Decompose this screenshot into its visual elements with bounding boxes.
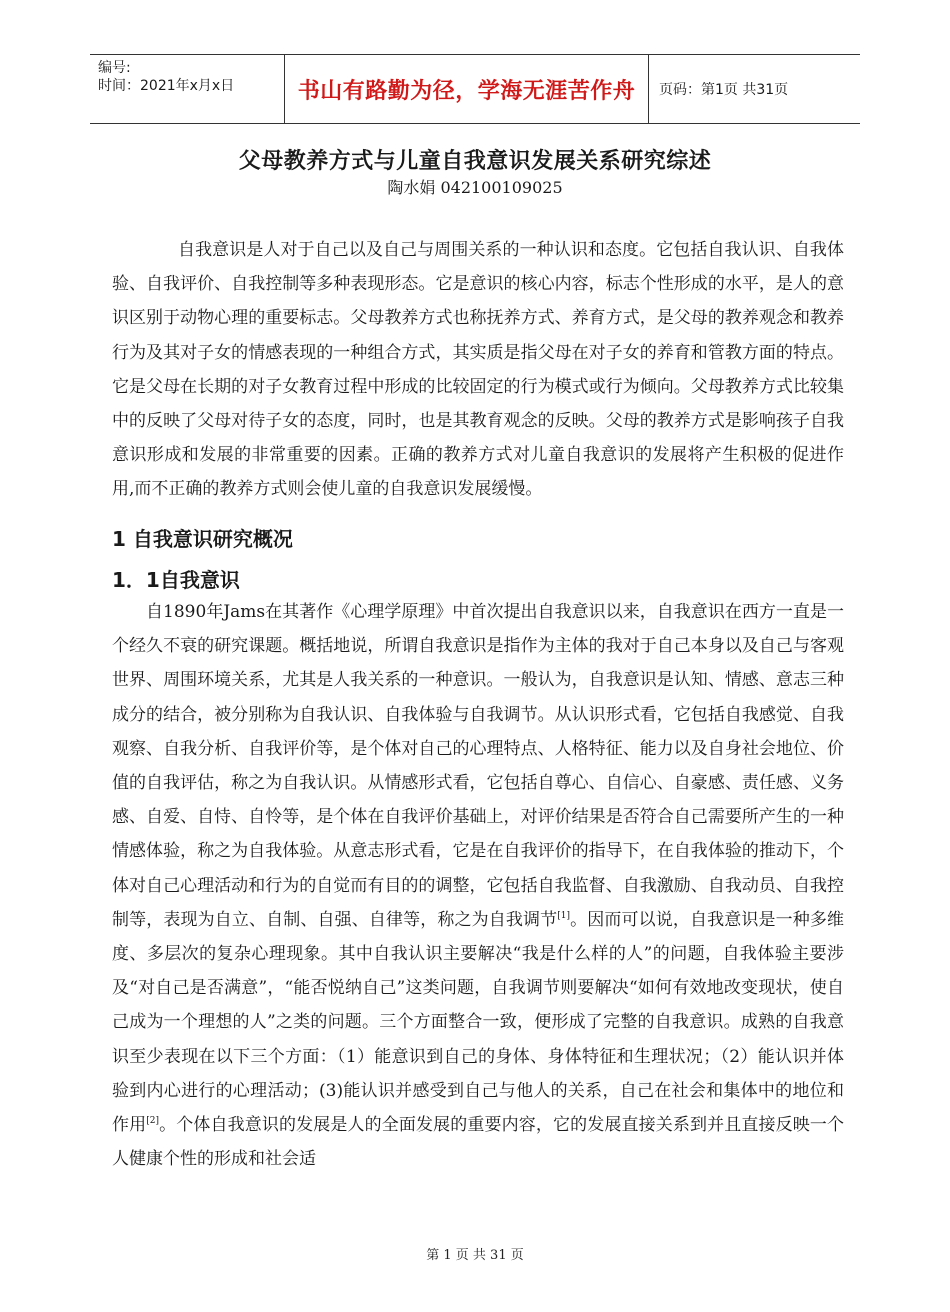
section-heading: 1 自我意识研究概况	[112, 527, 293, 551]
header-page-info: 页码：第1页 共31页	[659, 82, 789, 98]
citation-ref-1[interactable]: [1]	[557, 910, 570, 921]
intro-paragraph: 自我意识是人对于自己以及自己与周围关系的一种认识和态度。它包括自我认识、自我体验、自我评价、自我控制等多种表现形态。它是意识的核心内容，标志个性形成的水平，是人的意识区别于动物心理的重要标志。父母教养方式也称抚养方式、养育方式，是父母的教养观念和教养行为及其对子女的情感表现的一种组合方式，其实质是指父母在对子女的养育和管教方面的特点。它是父母在长期的对子女教育过程中形成的比较固定的行为模式或行为倾向。父母教养方式比较集中的反映了父母对待子女的态度，同时，也是其教育观念的反映。父母的教养方式是影响孩子自我意识形成和发展的非常重要的因素。正确的教养方式对儿童自我意识的发展将产生积极的促进作用,而不正确的教养方式则会使儿童的自我意识发展缓慢。	[112, 240, 844, 500]
citation-ref-2[interactable]: [2]	[146, 1116, 159, 1127]
author-line: 陶水娟 042100109025	[387, 178, 563, 197]
body-text-part-2: 。因而可以说，自我意识是一种多维度、多层次的复杂心理现象。其中自我认识主要解决“我是什么样的人”的问题，自我体验主要涉及“对自己是否满意”，“能否悦纳自己”这类问题，自我调节则要解决“如何有效地改变现状，使自己成为一个理想的人”之类的问题。三个方面整合一致，便形成了完整的自我意识。成熟的自我意识至少表现在以下三个方面：（1）能意识到自己的身体、身体特征和生理状况；（2）能认识并体验到内心进行的心理活动；(3)能认识并感受到自己与他人的关系，自己在社会和集体中的地位和作用	[112, 909, 844, 1136]
body-text-part-1: 自1890年Jams在其著作《心理学原理》中首次提出自我意识以来，自我意识在西方一直是一个经久不衰的研究课题。概括地说，所谓自我意识是指作为主体的我对于自己本身以及自己与客观世界、周围环境关系，尤其是人我关系的一种意识。一般认为，自我意识是认知、情感、意志三种成分的结合，被分别称为自我认识、自我体验与自我调节。从认识形式看，它包括自我感觉、自我观察、自我分析、自我评价等，是个体对自己的心理特点、人格特征、能力以及自身社会地位、价值的自我评估，称之为自我认识。从情感形式看，它包括自尊心、自信心、自豪感、责任感、义务感、自爱、自恃、自怜等，是个体在自我评价基础上，对评价结果是否符合自己需要所产生的一种情感体验，称之为自我体验。从意志形式看，它是在自我评价的指导下，在自我体验的推动下，个体对自己心理活动和行为的自觉而有目的的调整，它包括自我监督、自我激励、自我动员、自我控制等，表现为自立、自制、自强、自律等，称之为自我调节	[112, 602, 844, 930]
page-footer: 第 1 页 共 31 页	[426, 1248, 524, 1263]
time-label: 时间：2021年x月x日	[98, 78, 235, 94]
number-label: 编号:	[98, 60, 131, 76]
header-motto: 书山有路勤为径，学海无涯苦作舟	[285, 55, 649, 123]
body-paragraph	[112, 595, 844, 1176]
document-title: 父母教养方式与儿童自我意识发展关系研究综述	[238, 149, 712, 174]
document-header	[90, 54, 860, 124]
body-text-part-3: 。个体自我意识的发展是人的全面发展的重要内容，它的发展直接关系到并且直接反映一个人健康个性的形成和社会适	[112, 1115, 844, 1170]
subsection-heading: 1．1自我意识	[112, 568, 240, 592]
header-meta	[90, 55, 285, 123]
